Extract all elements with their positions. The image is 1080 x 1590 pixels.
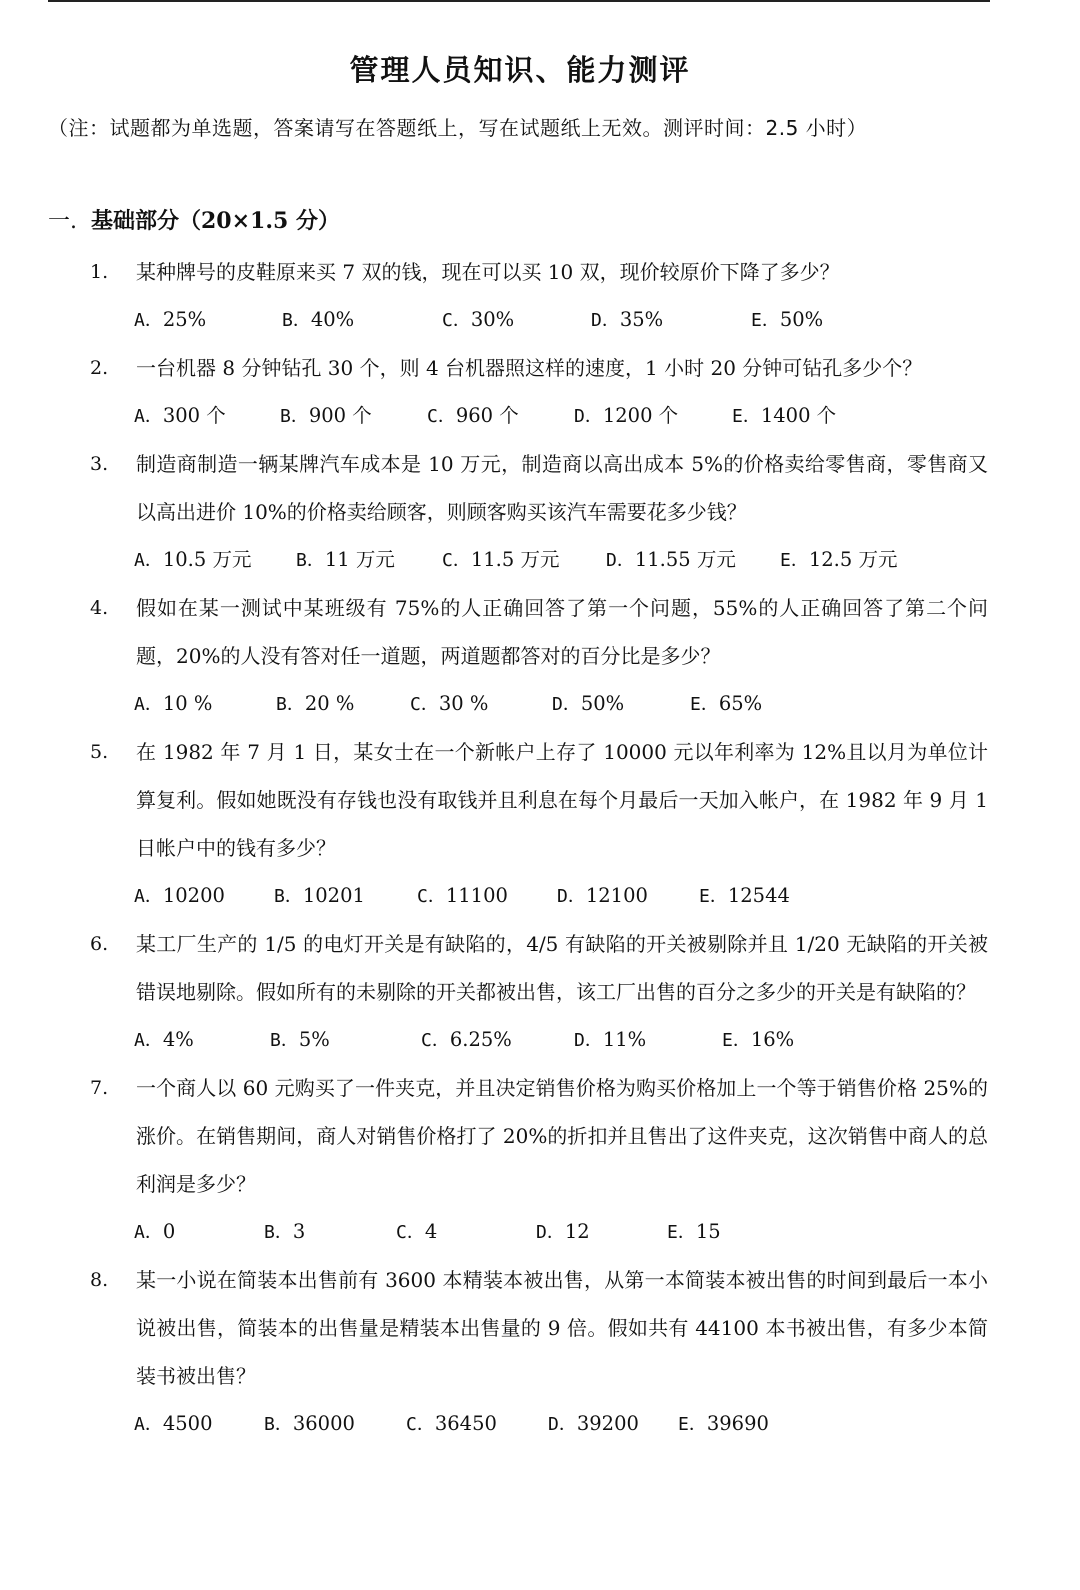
option-row bbox=[134, 536, 1080, 584]
option-d bbox=[536, 1208, 590, 1257]
question-number: 3. bbox=[90, 453, 109, 475]
option-d bbox=[591, 296, 663, 345]
option-b bbox=[270, 1016, 330, 1065]
option-e bbox=[780, 536, 897, 585]
question-8 bbox=[0, 1256, 1080, 1448]
option-value: 4500 bbox=[162, 1412, 213, 1435]
option-row bbox=[134, 680, 1080, 728]
option-a bbox=[134, 1208, 175, 1257]
option-value: 12544 bbox=[727, 884, 790, 907]
option-letter: A． bbox=[134, 1414, 163, 1435]
option-letter: D． bbox=[548, 1414, 577, 1435]
option-letter: C． bbox=[427, 406, 456, 427]
option-value: 1400 个 bbox=[760, 404, 837, 427]
option-letter: C． bbox=[442, 550, 471, 571]
option-a bbox=[134, 1400, 212, 1449]
option-letter: D． bbox=[606, 550, 635, 571]
option-value: 50% bbox=[779, 308, 824, 331]
question-5 bbox=[0, 728, 1080, 920]
option-e bbox=[690, 680, 762, 729]
option-letter: B． bbox=[264, 1222, 293, 1243]
option-letter: A． bbox=[134, 550, 163, 571]
option-letter: C． bbox=[421, 1030, 450, 1051]
option-value: 5% bbox=[298, 1028, 330, 1051]
option-letter: A． bbox=[134, 406, 163, 427]
option-letter: D． bbox=[574, 406, 603, 427]
question-text: 一台机器 8 分钟钻孔 30 个，则 4 台机器照这样的速度，1 小时 20 分钟可钻孔多少个？ bbox=[136, 356, 923, 380]
option-value: 4% bbox=[162, 1028, 194, 1051]
option-letter: E． bbox=[780, 550, 809, 571]
option-c bbox=[396, 1208, 437, 1257]
option-a bbox=[134, 1016, 194, 1065]
question-7 bbox=[0, 1064, 1080, 1256]
option-value: 39690 bbox=[706, 1412, 769, 1435]
option-letter: C． bbox=[406, 1414, 435, 1435]
option-value: 25% bbox=[162, 308, 207, 331]
option-value: 4 bbox=[424, 1220, 438, 1243]
option-row bbox=[134, 1208, 1080, 1256]
option-value: 20 % bbox=[304, 692, 355, 715]
question-number: 2. bbox=[90, 357, 109, 379]
option-letter: E． bbox=[699, 886, 728, 907]
option-value: 35% bbox=[619, 308, 664, 331]
option-letter: B． bbox=[264, 1414, 293, 1435]
option-d bbox=[557, 872, 648, 921]
question-number: 6. bbox=[90, 933, 109, 955]
option-value: 960 个 bbox=[455, 404, 519, 427]
option-value: 36450 bbox=[434, 1412, 497, 1435]
option-letter: D． bbox=[591, 310, 620, 331]
option-e bbox=[667, 1208, 721, 1257]
option-letter: D． bbox=[574, 1030, 603, 1051]
question-text: 在 1982 年 7 月 1 日，某女士在一个新帐户上存了 10000 元以年利率为 12%且以月为单位计算复利。假如她既没有存钱也没有取钱并且利息在每个月最后一天加入帐户，在 1982 年 9 月 1 日帐户中的钱有多少？ bbox=[136, 740, 988, 860]
question-3 bbox=[0, 440, 1080, 584]
option-letter: E． bbox=[667, 1222, 696, 1243]
option-value: 900 个 bbox=[308, 404, 372, 427]
option-value: 12.5 万元 bbox=[808, 548, 898, 571]
option-value: 6.25% bbox=[449, 1028, 512, 1051]
option-letter: B． bbox=[276, 694, 305, 715]
option-row bbox=[134, 872, 1080, 920]
option-c bbox=[442, 296, 514, 345]
option-letter: E． bbox=[722, 1030, 751, 1051]
option-value: 11.5 万元 bbox=[470, 548, 560, 571]
question-text: 某种牌号的皮鞋原来买 7 双的钱，现在可以买 10 双，现价较原价下降了多少？ bbox=[136, 260, 840, 284]
question-number: 4. bbox=[90, 597, 109, 619]
option-d bbox=[606, 536, 736, 585]
option-value: 10200 bbox=[162, 884, 225, 907]
option-d bbox=[574, 392, 678, 441]
option-letter: A． bbox=[134, 694, 163, 715]
question-text: 一个商人以 60 元购买了一件夹克，并且决定销售价格为购买价格加上一个等于销售价格 25%的涨价。在销售期间，商人对销售价格打了 20%的折扣并且售出了这件夹克，这次销售中商人的总利润是多少？ bbox=[136, 1076, 988, 1196]
option-value: 300 个 bbox=[162, 404, 226, 427]
option-value: 65% bbox=[718, 692, 763, 715]
option-b bbox=[296, 536, 395, 585]
option-b bbox=[276, 680, 354, 729]
option-c bbox=[406, 1400, 497, 1449]
page-title: 管理人员知识、能力测评 bbox=[349, 53, 691, 87]
top-rule bbox=[48, 0, 990, 2]
section-label: 基础部分（20×1.5 分） bbox=[91, 208, 340, 234]
option-a bbox=[134, 296, 206, 345]
option-b bbox=[264, 1400, 355, 1449]
question-list bbox=[0, 248, 1080, 1448]
question-2 bbox=[0, 344, 1080, 440]
option-letter: D． bbox=[536, 1222, 565, 1243]
option-value: 40% bbox=[310, 308, 355, 331]
section-number: 一. bbox=[48, 209, 77, 234]
option-letter: D． bbox=[557, 886, 586, 907]
question-number: 1. bbox=[90, 261, 109, 283]
option-row bbox=[134, 296, 1080, 344]
option-value: 10 % bbox=[162, 692, 213, 715]
option-letter: A． bbox=[134, 1030, 163, 1051]
option-letter: A． bbox=[134, 886, 163, 907]
question-number: 8. bbox=[90, 1269, 109, 1291]
option-b bbox=[264, 1208, 305, 1257]
option-letter: B． bbox=[296, 550, 325, 571]
option-letter: E． bbox=[678, 1414, 707, 1435]
option-c bbox=[417, 872, 508, 921]
option-letter: E． bbox=[690, 694, 719, 715]
option-c bbox=[410, 680, 488, 729]
option-d bbox=[574, 1016, 646, 1065]
option-a bbox=[134, 872, 225, 921]
section-heading bbox=[48, 204, 340, 235]
question-text: 某一小说在简装本出售前有 3600 本精装本被出售，从第一本简装本被出售的时间到最后一本小说被出售，简装本的出售量是精装本出售量的 9 倍。假如共有 44100 本书被出售，有多少本简装书被出售？ bbox=[136, 1268, 988, 1388]
option-e bbox=[722, 1016, 794, 1065]
exam-note: （注：试题都为单选题，答案请写在答题纸上，写在试题纸上无效。测评时间：2.5 小时） bbox=[48, 116, 868, 140]
option-value: 36000 bbox=[292, 1412, 355, 1435]
option-letter: E． bbox=[732, 406, 761, 427]
option-row bbox=[134, 392, 1080, 440]
question-1 bbox=[0, 248, 1080, 344]
option-row bbox=[134, 1016, 1080, 1064]
option-letter: C． bbox=[442, 310, 471, 331]
question-text: 假如在某一测试中某班级有 75%的人正确回答了第一个问题，55%的人正确回答了第二个问题，20%的人没有答对任一道题，两道题都答对的百分比是多少？ bbox=[136, 596, 988, 668]
option-letter: A． bbox=[134, 1222, 163, 1243]
option-letter: C． bbox=[417, 886, 446, 907]
option-d bbox=[548, 1400, 639, 1449]
option-b bbox=[274, 872, 365, 921]
option-a bbox=[134, 392, 226, 441]
option-value: 11% bbox=[602, 1028, 647, 1051]
option-value: 39200 bbox=[576, 1412, 639, 1435]
option-value: 16% bbox=[750, 1028, 795, 1051]
option-e bbox=[678, 1400, 769, 1449]
option-letter: B． bbox=[280, 406, 309, 427]
option-letter: D． bbox=[552, 694, 581, 715]
option-letter: C． bbox=[396, 1222, 425, 1243]
question-number: 7. bbox=[90, 1077, 109, 1099]
question-text: 制造商制造一辆某牌汽车成本是 10 万元，制造商以高出成本 5%的价格卖给零售商，零售商又以高出进价 10%的价格卖给顾客，则顾客购买该汽车需要花多少钱？ bbox=[136, 452, 988, 524]
option-value: 50% bbox=[580, 692, 625, 715]
option-value: 30% bbox=[470, 308, 515, 331]
option-value: 12100 bbox=[585, 884, 648, 907]
option-value: 15 bbox=[695, 1220, 721, 1243]
option-letter: B． bbox=[274, 886, 303, 907]
option-c bbox=[442, 536, 559, 585]
option-value: 30 % bbox=[438, 692, 489, 715]
option-value: 11.55 万元 bbox=[634, 548, 736, 571]
option-letter: C． bbox=[410, 694, 439, 715]
option-e bbox=[751, 296, 823, 345]
option-value: 11 万元 bbox=[324, 548, 395, 571]
question-6 bbox=[0, 920, 1080, 1064]
option-d bbox=[552, 680, 624, 729]
option-b bbox=[280, 392, 372, 441]
option-value: 3 bbox=[292, 1220, 306, 1243]
option-c bbox=[427, 392, 519, 441]
option-letter: A． bbox=[134, 310, 163, 331]
option-letter: B． bbox=[282, 310, 311, 331]
option-row bbox=[134, 1400, 1080, 1448]
option-a bbox=[134, 680, 212, 729]
option-value: 10201 bbox=[302, 884, 365, 907]
option-e bbox=[699, 872, 790, 921]
option-value: 1200 个 bbox=[602, 404, 679, 427]
option-value: 11100 bbox=[445, 884, 508, 907]
question-number: 5. bbox=[90, 741, 109, 763]
option-c bbox=[421, 1016, 512, 1065]
option-value: 0 bbox=[162, 1220, 176, 1243]
option-e bbox=[732, 392, 836, 441]
option-a bbox=[134, 536, 251, 585]
option-value: 12 bbox=[564, 1220, 590, 1243]
option-letter: B． bbox=[270, 1030, 299, 1051]
option-b bbox=[282, 296, 354, 345]
option-letter: E． bbox=[751, 310, 780, 331]
option-value: 10.5 万元 bbox=[162, 548, 252, 571]
question-4 bbox=[0, 584, 1080, 728]
question-text: 某工厂生产的 1/5 的电灯开关是有缺陷的，4/5 有缺陷的开关被剔除并且 1/20 无缺陷的开关被错误地剔除。假如所有的未剔除的开关都被出售，该工厂出售的百分之多少的开关是有缺陷的？ bbox=[136, 932, 988, 1004]
